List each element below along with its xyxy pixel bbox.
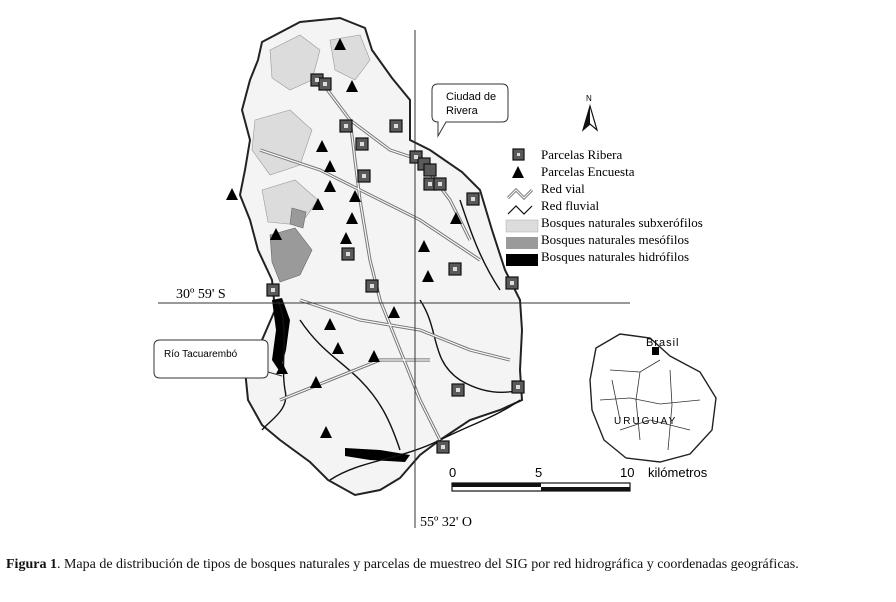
legend-subxerofilo-symbol	[506, 220, 538, 232]
caption-label: Figura 1	[6, 557, 57, 572]
legend-label: Bosques naturales hidrófilos	[541, 249, 690, 264]
river-callout	[154, 340, 282, 378]
ribera-plot	[424, 164, 436, 176]
encuesta-plot	[226, 188, 238, 200]
legend-label: Bosques naturales mesófilos	[541, 232, 690, 247]
legend-label: Parcelas Encuesta	[541, 164, 635, 179]
legend-label: Red fluvial	[541, 198, 600, 213]
legend-mesofilo-symbol	[506, 237, 538, 249]
city-callout-line2: Rivera	[446, 105, 478, 117]
legend-label: Red vial	[541, 181, 585, 196]
legend	[506, 147, 703, 266]
legend-label: Bosques naturales subxerófilos	[541, 215, 703, 230]
inset-country-lower: URUGUAY	[614, 416, 678, 427]
scale-unit: kilómetros	[648, 465, 708, 480]
scale-bar	[449, 465, 708, 491]
river-callout-label: Río Tacuarembó	[164, 349, 238, 360]
north-label: N	[586, 94, 592, 103]
north-arrow-icon	[583, 94, 597, 130]
uruguay-inset-map	[590, 334, 716, 462]
legend-label: Parcelas Ribera	[541, 147, 623, 162]
legend-hidrofilo-symbol	[506, 254, 538, 266]
scale-label: 5	[535, 465, 543, 480]
figure-caption	[6, 556, 890, 574]
legend-road-symbol	[508, 190, 532, 198]
latitude-label: 30º 59' S	[176, 287, 226, 302]
city-callout-line1: Ciudad de	[446, 91, 497, 103]
scale-label: 10	[620, 465, 635, 480]
longitude-label: 55º 32' O	[420, 515, 472, 530]
caption-text: . Mapa de distribución de tipos de bosques naturales y parcelas de muestreo del SIG por red hidrográfica y coordenadas geográficas.	[56, 557, 799, 572]
city-callout	[432, 84, 508, 136]
legend-triangle-symbol	[512, 166, 524, 178]
legend-river-symbol	[508, 206, 532, 214]
scale-label: 0	[449, 465, 457, 480]
inset-country-upper: Brasil	[646, 337, 680, 349]
